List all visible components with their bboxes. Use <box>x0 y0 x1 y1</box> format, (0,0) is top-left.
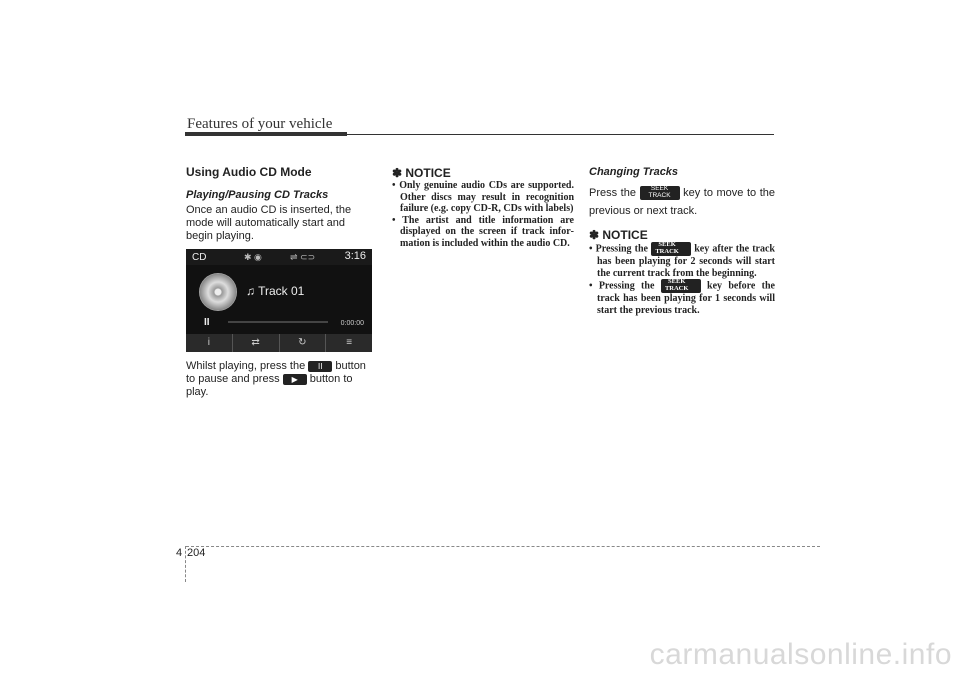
subtitle-changing-tracks: Changing Tracks <box>589 166 679 178</box>
notice-item: • Pressing the SEEK TRACK key before the track has been playing for 1 seconds will start the previous track. <box>589 278 775 316</box>
screen-source-label: CD <box>192 252 207 263</box>
notice-heading-2: ✽ NOTICE <box>589 228 648 242</box>
seek-track-key-icon: SEEK TRACK <box>661 279 701 293</box>
watermark: carmanualsonline.info <box>649 638 952 671</box>
screen-pause-icon: II <box>204 317 210 328</box>
notice-item: • Pressing the SEEK TRACK key after the track has been playing for 2 seconds will start the current track from the beginning. <box>589 241 775 279</box>
chapter-number: 4 <box>176 547 183 559</box>
page-number: 204 <box>187 547 206 559</box>
column-audio-cd-mode <box>186 166 373 399</box>
column-changing-tracks <box>589 166 775 316</box>
subtitle-playing-pausing: Playing/Pausing CD Tracks <box>186 189 329 201</box>
changing-tracks-text <box>589 184 775 220</box>
pause-key-icon: II <box>308 361 332 372</box>
section-title: Using Audio CD Mode <box>186 165 312 179</box>
column-notice <box>392 166 574 249</box>
footer-vertical-rule <box>185 546 186 582</box>
header-title: Features of your vehicle <box>187 116 333 132</box>
header-rule-accent <box>185 132 347 136</box>
screen-clock: 3:16 <box>344 250 366 262</box>
notice-heading: ✽ NOTICE <box>392 166 451 180</box>
screen-elapsed-time: 0:00:00 <box>340 320 364 327</box>
play-text-c: button to play. <box>186 373 353 398</box>
bluetooth-icon: ✱ ◉ <box>244 252 262 262</box>
seek-track-key-icon: SEEK TRACK <box>651 242 691 256</box>
screen-track-name: ♫ Track 01 <box>246 284 305 298</box>
notice-list-2 <box>589 242 775 316</box>
changing-text-b: key to move to the previous or next track. <box>589 187 775 217</box>
screen-progress-bar <box>228 321 328 323</box>
cd-disc-icon <box>199 273 237 311</box>
cd-screen-image <box>186 249 372 352</box>
repeat-icon: ↻ <box>279 334 326 352</box>
list-icon: ≡ <box>325 334 372 352</box>
play-key-icon: ▶ <box>283 374 307 385</box>
intro-text: Once an audio CD is inserted, the mode will automatically start and begin playing. <box>186 204 352 242</box>
play-text-a: Whilst playing, press the <box>186 360 306 372</box>
seek-track-key-icon: SEEK TRACK <box>640 186 680 200</box>
notice-list <box>392 180 574 249</box>
info-icon: i <box>207 337 210 348</box>
footer-rule <box>186 546 820 547</box>
play-pause-instructions <box>186 360 373 399</box>
notice-item: • The artist and title information are displayed on the screen if track information is included within the audio CD. <box>392 214 574 249</box>
changing-text-a: Press the <box>589 187 636 199</box>
usb-icon: ⇌ ⊂⊃ <box>290 252 316 262</box>
notice-item: • Only genuine audio CDs are supported. Other discs may result in recognition failure (e.g. copy CD-R, CDs with labels) <box>392 180 574 214</box>
shuffle-icon: ⇄ <box>232 334 279 352</box>
screen-control-bar <box>186 334 372 352</box>
play-text-b: button to pause and press <box>186 360 366 385</box>
